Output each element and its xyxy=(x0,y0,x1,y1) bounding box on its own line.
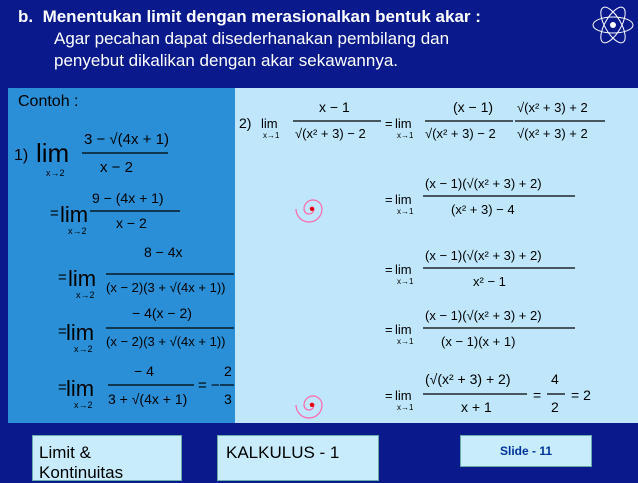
step-2-numerator: 9 − (4x + 1) xyxy=(92,190,164,206)
lim-subscript: x→2 xyxy=(74,344,93,354)
slide-number-text: Slide - 11 xyxy=(499,444,553,458)
result-sign: = − xyxy=(198,377,220,394)
example-label: Contoh : xyxy=(18,93,79,110)
svg-text:lim: lim xyxy=(395,262,412,277)
example-2-step-1 xyxy=(385,176,575,217)
step-1-numerator: 3 − √(4x + 1) xyxy=(84,131,169,148)
svg-text:=: = xyxy=(385,388,393,403)
orbit-logo-icon xyxy=(590,2,636,48)
example-2-math xyxy=(235,88,638,423)
step-2-equals: = xyxy=(50,205,59,222)
example-1-math xyxy=(8,110,236,422)
step-3-equals: = xyxy=(58,269,67,286)
svg-text:x→1: x→1 xyxy=(397,337,414,346)
example-1-number: 1) xyxy=(14,147,29,164)
heading-line-3: penyebut dikalikan dengan akar sekawannya. xyxy=(54,51,399,70)
svg-text:x→1: x→1 xyxy=(397,207,414,216)
step-1-denominator: x − 2 xyxy=(100,159,133,176)
lim-subscript: x→2 xyxy=(76,290,95,300)
lim-subscript: x→1 xyxy=(263,131,280,140)
footer-course-text: KALKULUS - 1 xyxy=(226,443,340,462)
factor-1-numerator: (x − 1) xyxy=(453,99,494,115)
heading-line-2: Agar pecahan dapat disederhanakan pembilang dan xyxy=(54,29,450,48)
step-4-numerator: − 4(x − 2) xyxy=(132,305,192,321)
slide-heading xyxy=(18,6,608,72)
footer-course xyxy=(217,435,379,481)
footer-topic-text: Limit & Kontinuitas xyxy=(39,443,124,482)
svg-text:=: = xyxy=(385,192,393,207)
step-4-denominator: (x − 2)(3 + √(4x + 1)) xyxy=(106,334,226,349)
step-numerator: (x − 1)(√(x² + 3) + 2) xyxy=(425,176,542,191)
step-denominator: (x² + 3) − 4 xyxy=(451,202,515,217)
lim-subscript: x→1 xyxy=(397,131,414,140)
result-numerator: 2 xyxy=(224,363,232,379)
svg-text:lim: lim xyxy=(395,322,412,337)
example-2-numerator: x − 1 xyxy=(319,99,350,115)
footer-topic xyxy=(32,435,182,481)
step-5-equals: = xyxy=(58,379,67,396)
example-2-number: 2) xyxy=(239,115,252,131)
step-3-denominator: (x − 2)(3 + √(4x + 1)) xyxy=(106,280,226,295)
svg-text:=: = xyxy=(385,322,393,337)
factor-2-numerator: √(x² + 3) + 2 xyxy=(517,100,588,115)
svg-text:lim: lim xyxy=(395,388,412,403)
example-2-step-3 xyxy=(385,308,575,349)
result-denominator: 2 xyxy=(551,399,559,415)
step-numerator: (x − 1)(√(x² + 3) + 2) xyxy=(425,248,542,263)
step-denominator: x + 1 xyxy=(461,399,492,415)
example-2-denominator: √(x² + 3) − 2 xyxy=(295,126,366,141)
result-denominator: 3 xyxy=(224,391,232,407)
result-value: = 2 xyxy=(571,387,591,403)
example-2-step-4 xyxy=(385,371,591,415)
svg-text:=: = xyxy=(385,262,393,277)
svg-text:x→1: x→1 xyxy=(397,277,414,286)
lim-symbol: lim xyxy=(66,320,95,345)
step-2-denominator: x − 2 xyxy=(116,215,147,231)
lim-symbol: lim xyxy=(261,116,278,131)
lim-symbol: lim xyxy=(36,138,70,168)
lim-symbol: lim xyxy=(60,202,89,227)
footer-slide-number xyxy=(460,435,592,467)
lim-symbol: lim xyxy=(395,116,412,131)
svg-text:x→1: x→1 xyxy=(397,403,414,412)
factor-2-denominator: √(x² + 3) + 2 xyxy=(517,126,588,141)
step-denominator: x² − 1 xyxy=(473,274,506,289)
lim-symbol: lim xyxy=(68,266,97,291)
lim-symbol: lim xyxy=(66,376,95,401)
heading-line-1: Menentukan limit dengan merasionalkan bentuk akar : xyxy=(42,7,481,26)
step-denominator: (x − 1)(x + 1) xyxy=(441,334,516,349)
spiral-decoration-icon xyxy=(282,186,342,232)
step-numerator: (x − 1)(√(x² + 3) + 2) xyxy=(425,308,542,323)
step-4-equals: = xyxy=(58,323,67,340)
factor-1-denominator: √(x² + 3) − 2 xyxy=(425,126,496,141)
step-numerator: (√(x² + 3) + 2) xyxy=(425,371,511,387)
lim-subscript: x→2 xyxy=(46,168,65,178)
heading-prefix: b. xyxy=(18,7,34,26)
svg-text:=: = xyxy=(533,387,542,403)
spiral-decoration-icon xyxy=(282,382,342,428)
result-numerator: 4 xyxy=(551,371,559,387)
lim-subscript: x→2 xyxy=(74,400,93,410)
step-3-numerator: 8 − 4x xyxy=(144,244,183,260)
lim-subscript: x→2 xyxy=(68,226,87,236)
example-2-step-2 xyxy=(385,248,575,289)
step-5-numerator: − 4 xyxy=(134,363,154,379)
svg-text:lim: lim xyxy=(395,192,412,207)
equals-lim: = xyxy=(385,116,393,131)
step-5-denominator: 3 + √(4x + 1) xyxy=(108,391,188,407)
